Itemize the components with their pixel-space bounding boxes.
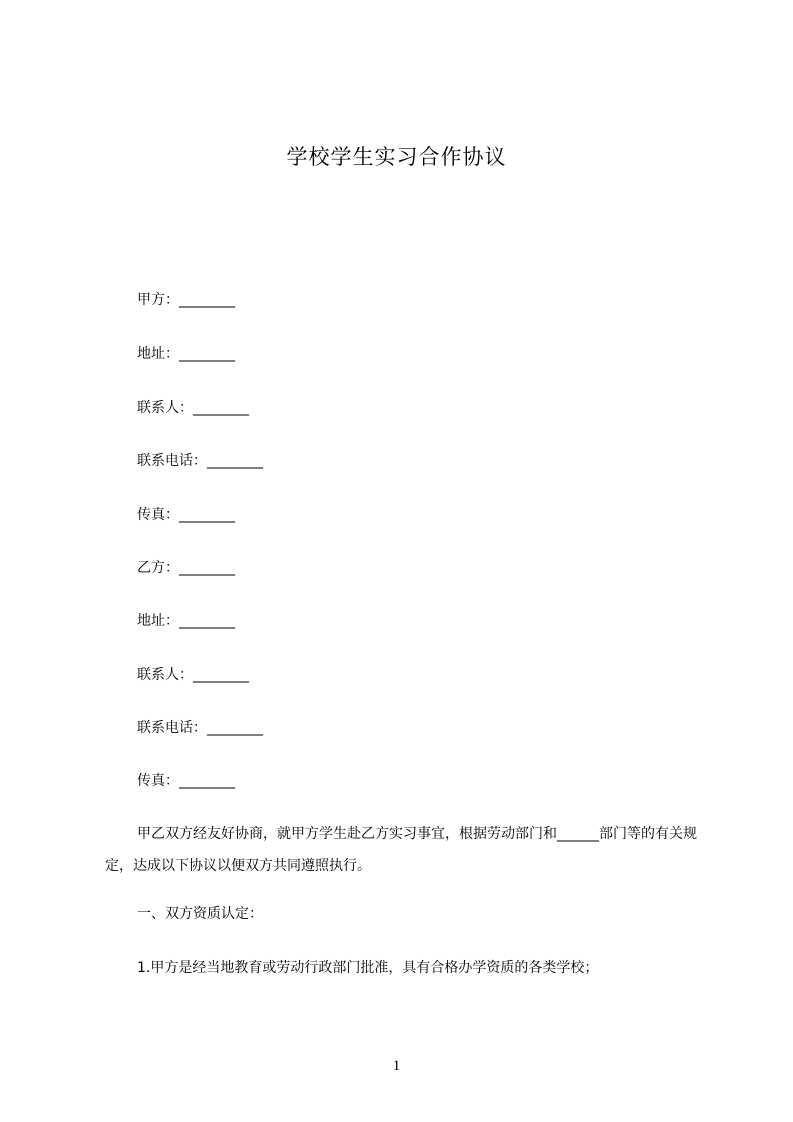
party-b-blank: ________ [179, 560, 235, 576]
party-a-address-line [137, 344, 235, 364]
party-a-phone-label: 联系电话： [137, 453, 207, 469]
party-a-line [137, 290, 235, 310]
party-b-address-label: 地址： [137, 613, 179, 629]
intro-blank: ______ [557, 826, 599, 842]
document-title: 学校学生实习合作协议 [286, 145, 507, 169]
party-b-fax-line [137, 771, 235, 791]
party-b-phone-line [137, 718, 263, 738]
party-a-contact-blank: ________ [193, 400, 249, 416]
party-a-address-blank: ________ [179, 346, 235, 362]
party-b-fax-label: 传真： [137, 773, 179, 789]
section-heading: 一、双方资质认定： [137, 906, 263, 922]
intro-text-part2: 部门等的有关规定，达成以下协议以便双方共同遵照执行。 [105, 826, 697, 874]
party-b-fax-blank: ________ [179, 773, 235, 789]
party-b-contact-blank: ________ [193, 667, 249, 683]
party-a-fax-label: 传真： [137, 507, 179, 523]
party-b-label: 乙方： [137, 560, 179, 576]
party-a-phone-blank: ________ [207, 453, 263, 469]
party-a-fax-blank: ________ [179, 507, 235, 523]
party-a-phone-line [137, 451, 263, 471]
intro-paragraph [105, 818, 705, 882]
party-b-contact-label: 联系人： [137, 667, 193, 683]
party-b-phone-blank: ________ [207, 720, 263, 736]
party-a-fax-line [137, 505, 235, 525]
party-b-address-blank: ________ [179, 613, 235, 629]
party-a-contact-line [137, 398, 249, 418]
intro-text-part1: 甲乙双方经友好协商，就甲方学生赴乙方实习事宜，根据劳动部门和 [137, 826, 557, 842]
party-a-address-label: 地址： [137, 346, 179, 362]
clause-1: 1.甲方是经当地教育或劳动行政部门批准，具有合格办学资质的各类学校； [137, 960, 599, 976]
party-b-contact-line [137, 665, 249, 685]
party-b-line [137, 558, 235, 578]
page-number: 1 [392, 1058, 401, 1074]
party-a-blank: ________ [179, 292, 235, 308]
party-a-contact-label: 联系人： [137, 400, 193, 416]
party-b-phone-label: 联系电话： [137, 720, 207, 736]
party-a-label: 甲方： [137, 292, 179, 308]
party-b-address-line [137, 611, 235, 631]
